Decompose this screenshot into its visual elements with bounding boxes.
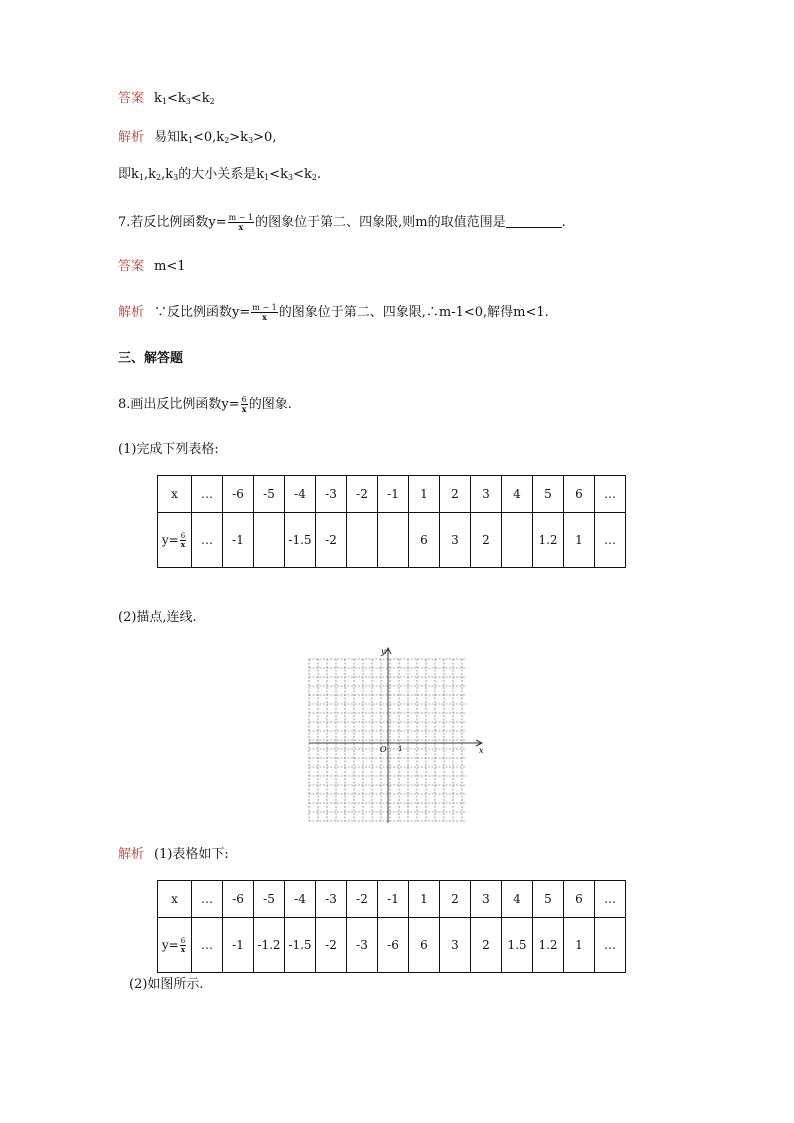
table-cell-x: 5 [533,476,564,513]
table-cell-x: 4 [502,881,533,918]
table-cell-x: 4 [502,476,533,513]
fraction: $\frac{m - 1}{x}$ [252,303,277,322]
fraction: $\frac{m - 1}{x}$ [228,213,254,232]
answer-line-7 [118,258,186,276]
analysis-line-8: 解析 (1)表格如下: [118,847,229,862]
table-cell-x: 6 [564,881,595,918]
answer-label: 答案 [118,91,145,106]
table-header-y: y= $\frac{6}{x}$ [158,513,192,568]
y-axis-label: y [381,647,386,656]
answer-text: $k_1<k_3<k_2$ [154,91,215,106]
table-cell-x: … [595,881,626,918]
table-cell-x: -4 [285,881,316,918]
table-cell-y [347,513,378,568]
table-cell-y: … [595,513,626,568]
table-cell-x: … [192,881,223,918]
table-cell-y: 6 [409,918,440,973]
table-cell-y: … [192,513,223,568]
table-cell-y: 2 [471,513,502,568]
table-row-x [158,476,626,513]
final-statement: (2)如图所示. [129,977,204,992]
table-cell-x: 2 [440,476,471,513]
table-cell-y [502,513,533,568]
answer-label: 答案 [118,259,145,274]
table-cell-y [378,513,409,568]
table-cell-y: 1.5 [502,918,533,973]
table-cell-x: -5 [254,476,285,513]
table-cell-y: 3 [440,918,471,973]
table-cell-x: 3 [471,476,502,513]
table-cell-x: -6 [223,476,254,513]
table-cell-y: 6 [409,513,440,568]
question-7: 7.若反比例函数y= $\frac{m - 1}{x}$ 的图象位于第二、四象限,则m的取值范围是 . [118,213,566,232]
x-axis-label: x [479,746,484,755]
table-cell-y: 1 [564,513,595,568]
analysis-text: 易知$k_1<0,k_2>k_3>0$, [154,130,277,145]
section-title: 三、解答题 [118,351,184,366]
table-cell-x: … [595,476,626,513]
analysis-label: 解析 [118,847,145,862]
table-header-x: x [158,881,192,918]
table-cell-y: -1 [223,918,254,973]
unit-label: 1 [398,745,403,753]
table-cell-x: -6 [223,881,254,918]
table-cell-x: 3 [471,881,502,918]
table-cell-y: 1.2 [533,513,564,568]
table-cell-y [254,513,285,568]
table-cell-x: -4 [285,476,316,513]
table-cell-x: 5 [533,881,564,918]
table-row-y [158,513,626,568]
table-cell-y: -2 [316,918,347,973]
table-cell-x: 1 [409,881,440,918]
table-cell-x: … [192,476,223,513]
part-1-prompt: (1)完成下列表格: [118,442,219,457]
table-cell-y: -1.5 [285,513,316,568]
table-row-x [158,881,626,918]
table-cell-x: -1 [378,476,409,513]
answer-line-1 [118,90,215,108]
table-cell-x: -1 [378,881,409,918]
table-cell-y: … [595,918,626,973]
table-cell-x: 1 [409,476,440,513]
table-cell-y: -1 [223,513,254,568]
answer-text: m<1 [154,259,186,274]
value-table-answer [157,880,626,973]
coordinate-grid [306,645,486,825]
table-cell-y: -1.5 [285,918,316,973]
value-table-question [157,475,626,568]
table-header-x: x [158,476,192,513]
analysis-label: 解析 [118,130,145,145]
answer-blank [506,215,562,228]
analysis-label: 解析 [118,305,145,320]
analysis-line-1 [118,129,276,147]
table-cell-y: -1.2 [254,918,285,973]
conclusion-line: 即$k_1,k_2,k_3$的大小关系是$k_1<k_3<k_2$. [118,167,322,182]
fraction: $\frac{6}{x}$ [241,395,247,414]
table-cell-y: 1 [564,918,595,973]
table-cell-y: 1.2 [533,918,564,973]
origin-label: O [380,745,387,754]
question-8: 8.画出反比例函数y= $\frac{6}{x}$ 的图象. [118,395,292,414]
table-cell-x: -2 [347,476,378,513]
table-cell-y: 2 [471,918,502,973]
part-2-prompt: (2)描点,连线. [118,610,197,625]
table-cell-y: -6 [378,918,409,973]
table-header-y: y= $\frac{6}{x}$ [158,918,192,973]
table-cell-y: -2 [316,513,347,568]
table-cell-y: 3 [440,513,471,568]
table-cell-y: -3 [347,918,378,973]
table-cell-x: -3 [316,881,347,918]
table-cell-x: -5 [254,881,285,918]
table-cell-x: -3 [316,476,347,513]
table-row-y [158,918,626,973]
analysis-line-7: 解析 ∵反比例函数y= $\frac{m - 1}{x}$ 的图象位于第二、四象限,∴m-1<0,解得m<1. [118,303,549,322]
table-cell-x: -2 [347,881,378,918]
table-cell-x: 6 [564,476,595,513]
table-cell-x: 2 [440,881,471,918]
table-cell-y: … [192,918,223,973]
